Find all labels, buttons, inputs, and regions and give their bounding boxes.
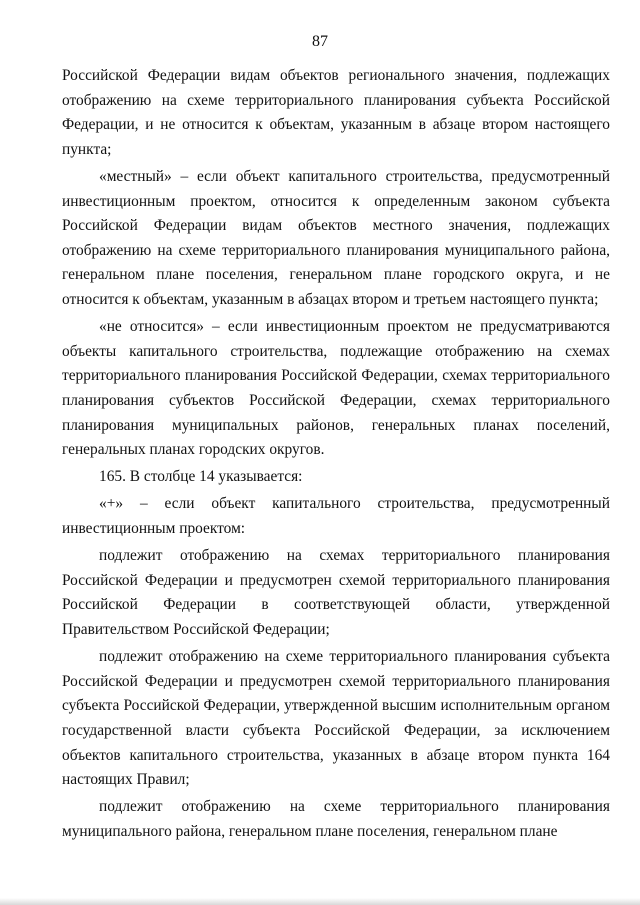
paragraph-continuation: Российской Федерации видам объектов регионального значения, подлежащих отображению на схеме территориального планирования субъекта Российской Федерации, и не относится к объектам, указанным в абзаце втором настоящего пункта;	[62, 67, 610, 158]
scan-edge	[0, 898, 640, 905]
paragraph-local: «местный» – если объект капитального строительства, предусмотренный инвестиционным проектом, относится к определенным законом субъекта Российской Федерации видам объектов местного значения, подлежащих отображению на схеме территориального планирования муниципального района, генеральном плане поселения, генеральном плане городского округа, и не относится к объектам, указанным в абзацах втором и третьем настоящего пункта;	[62, 167, 610, 308]
page-number: 87	[312, 33, 328, 50]
paragraph-item-165: 165. В столбце 14 указывается:	[99, 468, 303, 486]
document-body	[62, 64, 610, 847]
paragraph-regional-scheme: подлежит отображению на схеме территориального планирования субъекта Российской Федерации и предусмотрен схемой территориального планирования субъекта Российской Федерации, утвержденной высшим исполнительным органом государственной власти субъекта Российской Федерации, за исключением объектов капитального строительства, указанных в абзаце втором пункта 164 настоящих Правил;	[62, 648, 610, 789]
paragraph-federal-scheme: подлежит отображению на схемах территориального планирования Российской Федерации и предусмотрен схемой территориального планирования Российской Федерации в соответствующей области, утвержденной Правительством Российской Федерации;	[62, 547, 610, 639]
paragraph-plus: «+» – если объект капитального строительства, предусмотренный инвестиционным проектом:	[62, 495, 610, 538]
paragraph-not-applicable: «не относится» – если инвестиционным проектом не предусматриваются объекты капитального строительства, подлежащие отображению на схемах территориального планирования Российской Федерации, схемах территориального планирования субъектов Российской Федерации, схемах территориального планирования муниципальных районов, генеральных планах поселений, генеральных планах городских округов.	[62, 318, 610, 459]
paragraph-municipal-scheme: подлежит отображению на схеме территориального планирования муниципального района, генеральном плане поселения, генеральном плане	[62, 798, 610, 840]
